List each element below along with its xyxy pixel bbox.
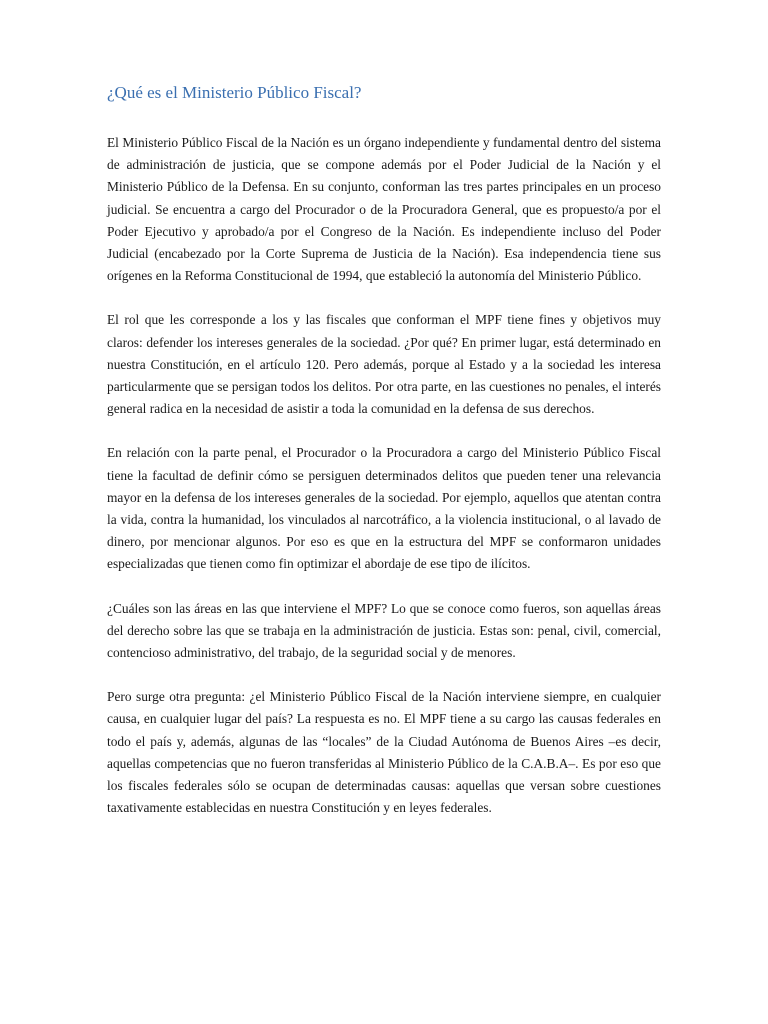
document-body (107, 82, 661, 841)
paragraph-1: El Ministerio Público Fiscal de la Nación es un órgano independiente y fundamental dentro del sistema de administración de justicia, que se compone además por el Poder Judicial de la Nación y el Ministerio Público de la Defensa. En su conjunto, conforman las tres partes principales en un proceso judicial. Se encuentra a cargo del Procurador o de la Procuradora General, que es propuesto/a por el Poder Ejecutivo y aprobado/a por el Congreso de la Nación. Es independiente incluso del Poder Judicial (encabezado por la Corte Suprema de Justicia de la Nación). Esa independencia tiene sus orígenes en la Reforma Constitucional de 1994, que estableció la autonomía del Ministerio Público. (107, 135, 661, 284)
paragraph-2: El rol que les corresponde a los y las fiscales que conforman el MPF tiene fines y objetivos muy claros: defender los intereses generales de la sociedad. ¿Por qué? En primer lugar, está determinado en nuestra Constitución, en el artículo 120. Pero además, porque al Estado y a la sociedad les interesa particularmente que se persigan todos los delitos. Por otra parte, en las cuestiones no penales, el interés general radica en la necesidad de asistir a toda la comunidad en la defensa de sus derechos. (107, 312, 661, 417)
paragraph-5: Pero surge otra pregunta: ¿el Ministerio Público Fiscal de la Nación interviene siempre, en cualquier causa, en cualquier lugar del país? La respuesta es no. El MPF tiene a su cargo las causas federales en todo el país y, además, algunas de las “locales” de la Ciudad Autónoma de Buenos Aires –es decir, aquellas competencias que no fueron transferidas al Ministerio Público de la C.A.B.A–. Es por eso que los fiscales federales sólo se ocupan de determinadas causas: aquellas que versan sobre cuestiones taxativamente establecidas en nuestra Constitución y en leyes federales. (107, 689, 661, 816)
document-title: ¿Qué es el Ministerio Público Fiscal? (107, 83, 362, 102)
paragraph-3: En relación con la parte penal, el Procurador o la Procuradora a cargo del Ministerio Público Fiscal tiene la facultad de definir cómo se persiguen determinados delitos que pueden tener una relevancia mayor en la defensa de los intereses generales de la sociedad. Por ejemplo, aquellos que atentan contra la vida, contra la humanidad, los vinculados al narcotráfico, a la violencia institucional, o al lavado de dinero, por mencionar algunos. Por eso es que en la estructura del MPF se conformaron unidades especializadas que tienen como fin optimizar el abordaje de ese tipo de ilícitos. (107, 445, 661, 572)
paragraph-4: ¿Cuáles son las áreas en las que interviene el MPF? Lo que se conoce como fueros, son aquellas áreas del derecho sobre las que se trabaja en la administración de justicia. Estas son: penal, civil, comercial, contencioso administrativo, del trabajo, de la seguridad social y de menores. (107, 600, 661, 661)
